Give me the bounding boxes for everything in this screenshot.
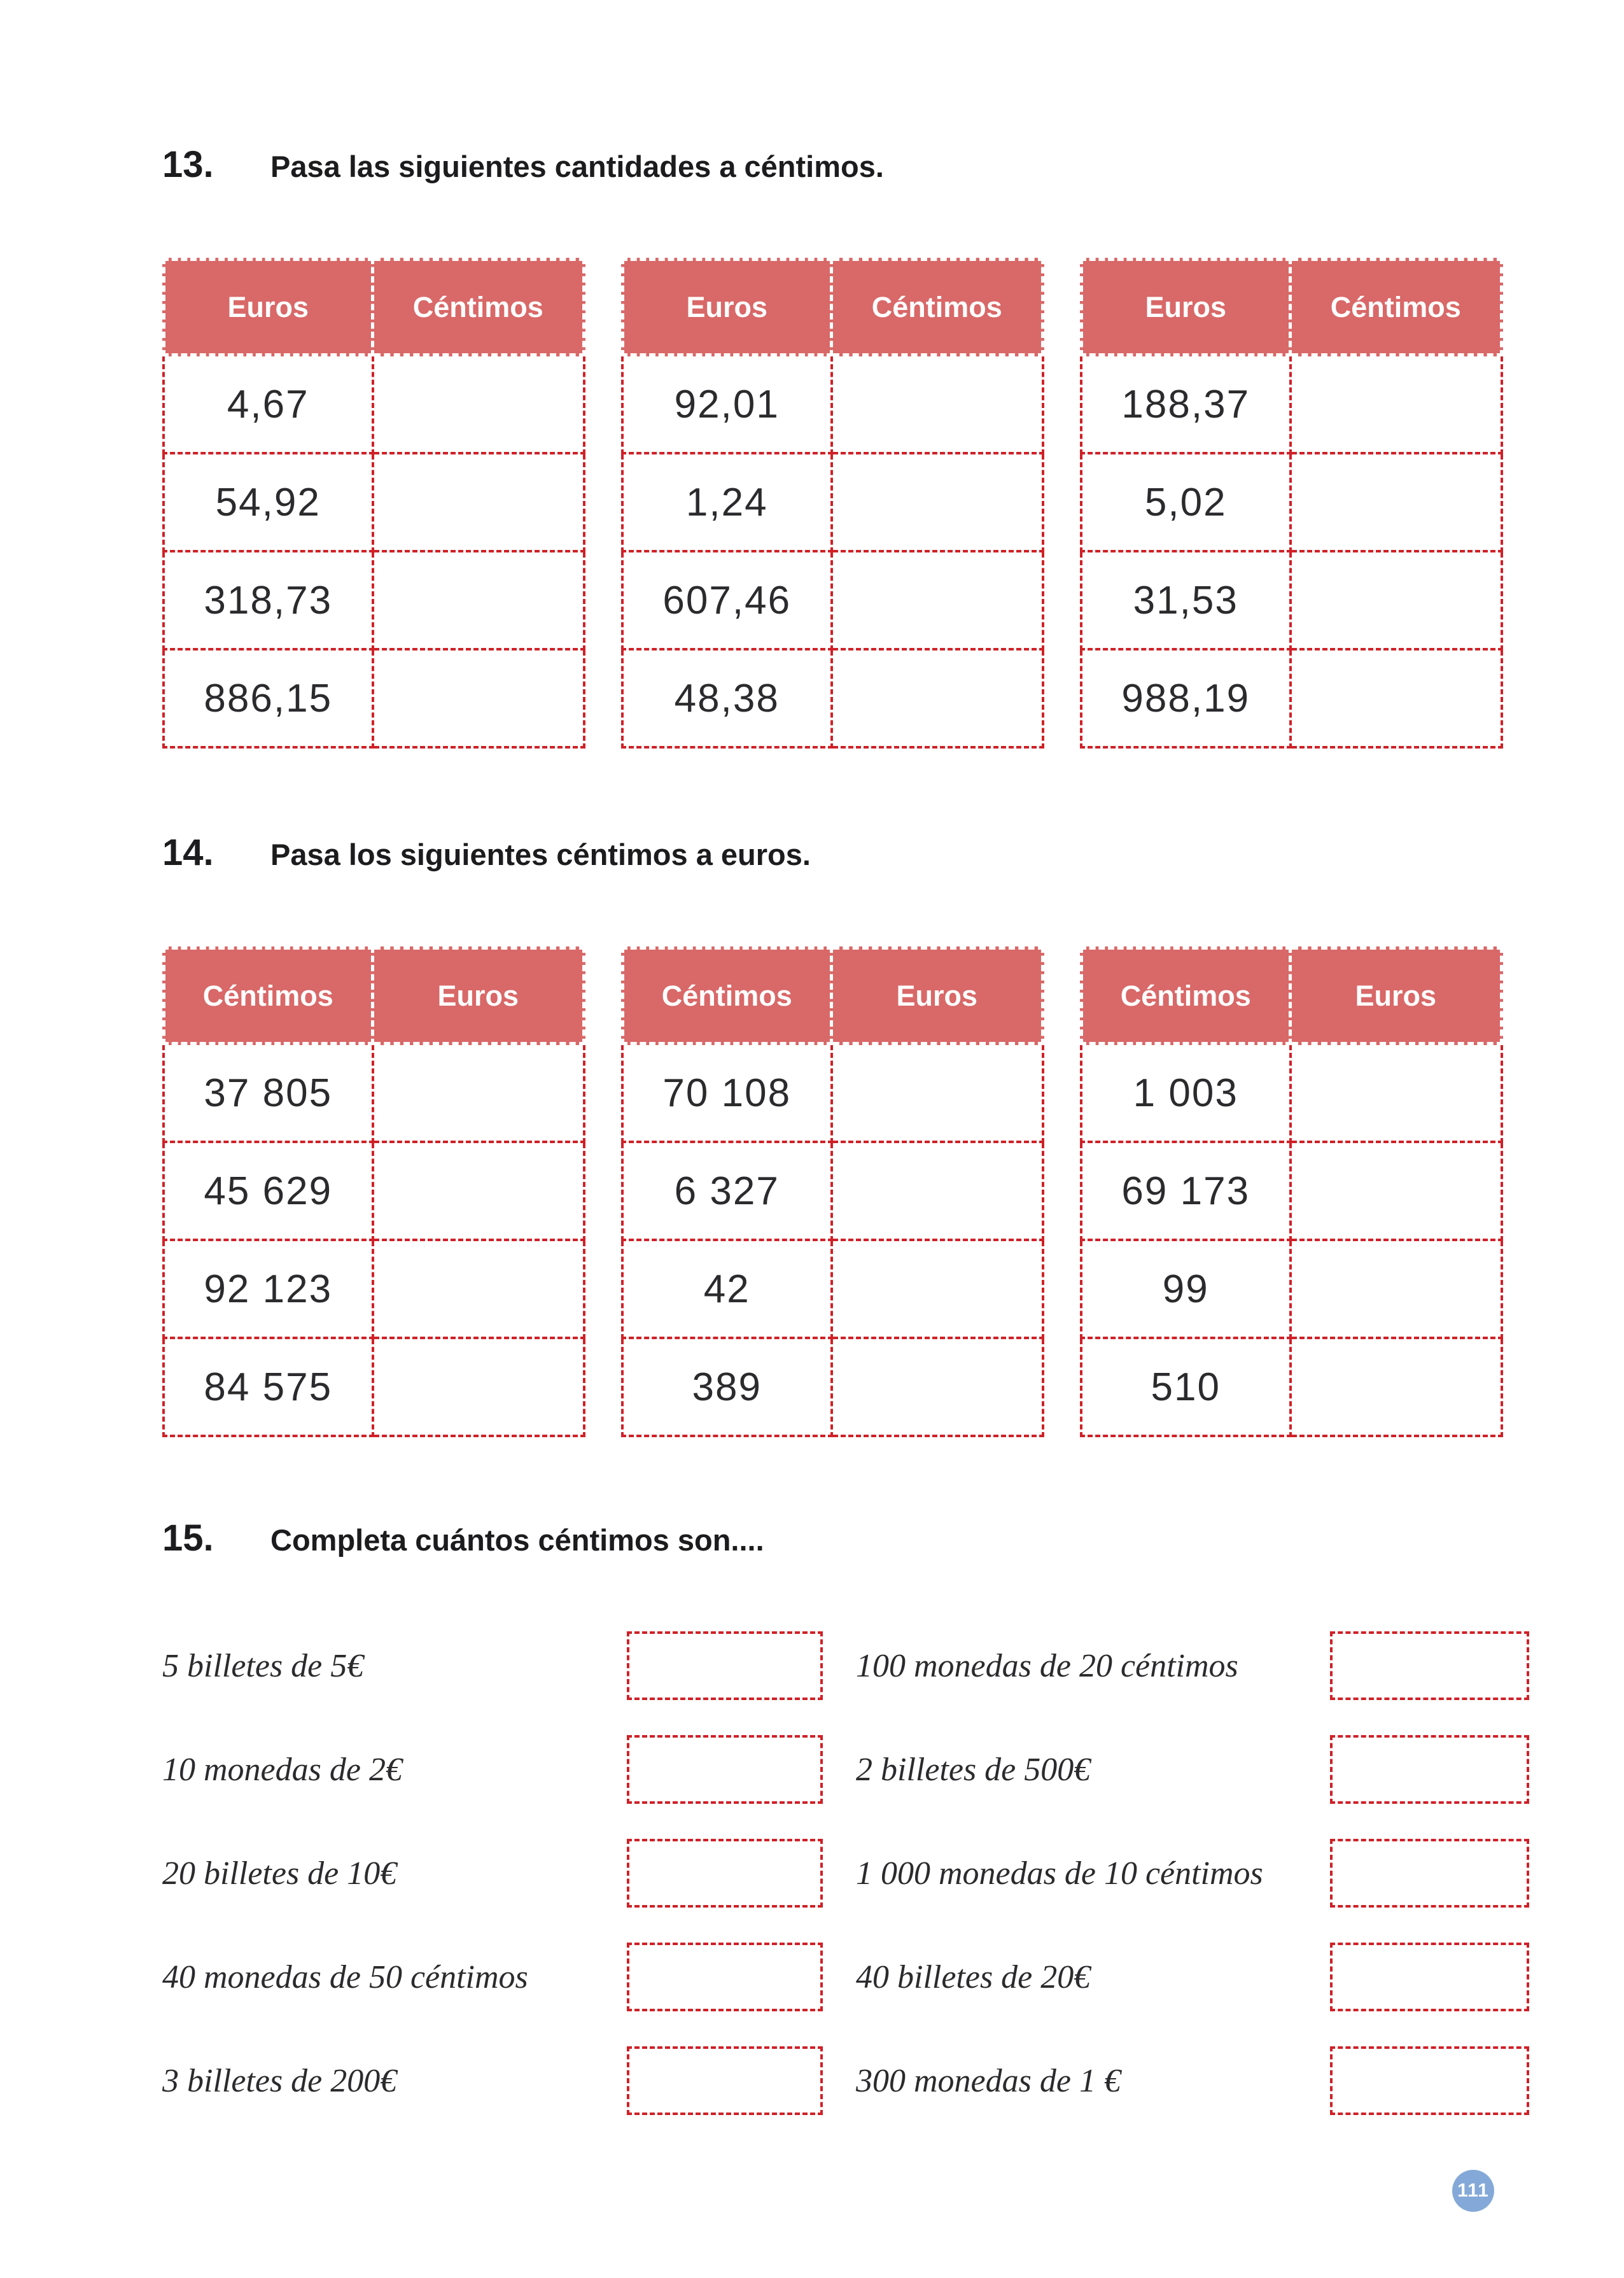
item-label: 300 monedas de 1 €: [856, 2062, 1121, 2099]
exercise-15-title: Completa cuántos céntimos son....: [270, 1523, 764, 1557]
euros-value: 318,73: [162, 552, 374, 650]
euros-header: Euros: [621, 258, 833, 356]
centimos-value: 45 629: [162, 1143, 374, 1241]
exercise-13-title: Pasa las siguientes cantidades a céntimos.: [270, 150, 884, 183]
centimos-header: Céntimos: [1292, 258, 1504, 356]
answer-cell[interactable]: [1292, 552, 1504, 650]
centimos-value: 1 003: [1080, 1045, 1292, 1143]
answer-cell[interactable]: [1292, 356, 1504, 454]
answer-cell[interactable]: [833, 650, 1045, 749]
answer-cell[interactable]: [833, 1339, 1045, 1437]
euros-value: 988,19: [1080, 650, 1292, 749]
ex14-table-3: [1080, 946, 1503, 1437]
centimos-value: 92 123: [162, 1241, 374, 1339]
centimos-value: 84 575: [162, 1339, 374, 1437]
answer-cell[interactable]: [374, 1241, 586, 1339]
answer-cell[interactable]: [833, 552, 1045, 650]
euros-value: 92,01: [621, 356, 833, 454]
exercise-15-header: [162, 1517, 764, 1559]
exercise-13-header: [162, 143, 884, 186]
answer-cell[interactable]: [1292, 1339, 1504, 1437]
answer-cell[interactable]: [374, 1045, 586, 1143]
centimos-value: 510: [1080, 1339, 1292, 1437]
euros-value: 5,02: [1080, 454, 1292, 552]
euros-value: 886,15: [162, 650, 374, 749]
item-label: 3 billetes de 200€: [162, 2062, 397, 2099]
euros-header: Euros: [374, 946, 586, 1045]
centimos-value: 70 108: [621, 1045, 833, 1143]
euros-value: 1,24: [621, 454, 833, 552]
answer-cell[interactable]: [833, 454, 1045, 552]
ex14-table-2: [621, 946, 1044, 1437]
ex14-table-1: [162, 946, 585, 1437]
ex13-table-2: [621, 258, 1044, 749]
answer-cell[interactable]: [833, 1045, 1045, 1143]
answer-box[interactable]: [627, 1943, 823, 2011]
centimos-value: 389: [621, 1339, 833, 1437]
exercise-15-number: 15.: [162, 1517, 214, 1559]
centimos-header: Céntimos: [621, 946, 833, 1045]
exercise-13-number: 13.: [162, 144, 214, 185]
euros-value: 48,38: [621, 650, 833, 749]
item-label: 2 billetes de 500€: [856, 1751, 1091, 1788]
ex13-table-1: [162, 258, 585, 749]
centimos-header: Céntimos: [1080, 946, 1292, 1045]
answer-cell[interactable]: [833, 1143, 1045, 1241]
euros-header: Euros: [1292, 946, 1504, 1045]
item-label: 1 000 monedas de 10 céntimos: [856, 1855, 1263, 1892]
answer-cell[interactable]: [374, 454, 586, 552]
euros-header: Euros: [833, 946, 1045, 1045]
answer-box[interactable]: [1330, 1631, 1529, 1700]
euros-value: 4,67: [162, 356, 374, 454]
euros-value: 607,46: [621, 552, 833, 650]
item-label: 5 billetes de 5€: [162, 1647, 364, 1684]
answer-cell[interactable]: [1292, 454, 1504, 552]
exercise-14-number: 14.: [162, 832, 214, 873]
answer-box[interactable]: [1330, 1839, 1529, 1908]
euros-header: Euros: [1080, 258, 1292, 356]
centimos-header: Céntimos: [833, 258, 1045, 356]
ex13-table-3: [1080, 258, 1503, 749]
answer-cell[interactable]: [374, 1339, 586, 1437]
answer-box[interactable]: [627, 1839, 823, 1908]
item-label: 40 monedas de 50 céntimos: [162, 1958, 528, 1995]
answer-cell[interactable]: [1292, 1143, 1504, 1241]
euros-value: 54,92: [162, 454, 374, 552]
exercise-14-title: Pasa los siguientes céntimos a euros.: [270, 838, 811, 871]
exercise-13-tables: [162, 258, 1503, 749]
centimos-header: Céntimos: [374, 258, 586, 356]
page-number-badge: 111: [1452, 2170, 1494, 2212]
answer-cell[interactable]: [374, 650, 586, 749]
answer-box[interactable]: [627, 1631, 823, 1700]
answer-box[interactable]: [627, 1735, 823, 1804]
answer-cell[interactable]: [833, 1241, 1045, 1339]
centimos-value: 37 805: [162, 1045, 374, 1143]
centimos-header: Céntimos: [162, 946, 374, 1045]
answer-cell[interactable]: [1292, 1045, 1504, 1143]
answer-cell[interactable]: [374, 1143, 586, 1241]
item-label: 20 billetes de 10€: [162, 1855, 397, 1892]
centimos-value: 99: [1080, 1241, 1292, 1339]
answer-cell[interactable]: [833, 356, 1045, 454]
exercise-14-header: [162, 831, 811, 874]
centimos-value: 69 173: [1080, 1143, 1292, 1241]
item-label: 100 monedas de 20 céntimos: [856, 1647, 1238, 1684]
centimos-value: 6 327: [621, 1143, 833, 1241]
item-label: 40 billetes de 20€: [856, 1958, 1091, 1995]
exercise-14-tables: [162, 946, 1503, 1437]
euros-value: 31,53: [1080, 552, 1292, 650]
answer-box[interactable]: [1330, 1943, 1529, 2011]
item-label: 10 monedas de 2€: [162, 1751, 402, 1788]
answer-box[interactable]: [1330, 2046, 1529, 2115]
answer-cell[interactable]: [374, 356, 586, 454]
centimos-value: 42: [621, 1241, 833, 1339]
answer-box[interactable]: [1330, 1735, 1529, 1804]
answer-box[interactable]: [627, 2046, 823, 2115]
euros-header: Euros: [162, 258, 374, 356]
euros-value: 188,37: [1080, 356, 1292, 454]
answer-cell[interactable]: [1292, 650, 1504, 749]
answer-cell[interactable]: [374, 552, 586, 650]
answer-cell[interactable]: [1292, 1241, 1504, 1339]
